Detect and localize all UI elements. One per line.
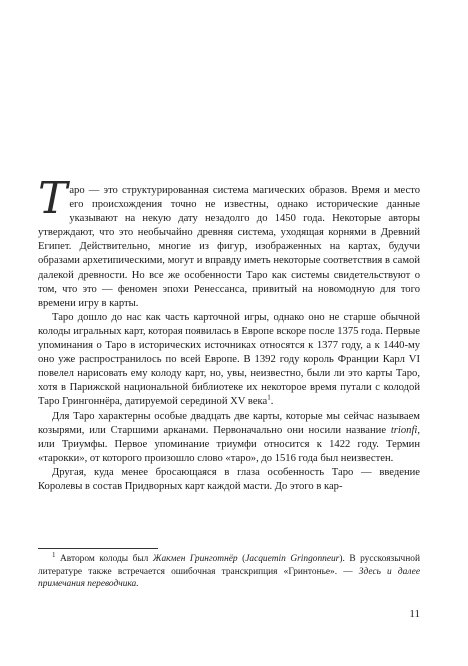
- page-number: 11: [409, 608, 420, 620]
- paragraph-3-text-a: Для Таро характерны особые двадцать две карты, которые мы сейчас называем козырями, или Старшими арканами. Первоначально они носили название: [38, 410, 420, 436]
- body-text: [38, 173, 420, 494]
- paragraph-3: [38, 410, 420, 466]
- drop-cap: Т: [38, 173, 67, 224]
- footnote-text-c: ). В русскоязычной литературе также встречается ошибочная транскрипция «Гринтонье». —: [38, 554, 420, 577]
- paragraph-2-text: Таро дошло до нас как часть карточной игры, однако оно не старше обычной колоды игральных карт, которая появилась в Европе вскоре после 1375 года. Первые упоминания о Таро в исторических источниках относятся к 1377 году, а к 1440-му оно уже распространилось по всей Европе. В 1392 году король Франции Карл VI повелел нарисовать ему колоду карт, но, увы, неизвестно, были ли это карты Таро, хотя в Парижской национальной библиотеке их некоторое время путали с колодой Таро Грингоннёра, датируемой серединой XV века: [38, 311, 420, 408]
- paragraph-1-text: аро — это структурированная система магических образов. Время и место его происхождения точно не известны, однако исторические данные указывают на некую дату незадолго до 1450 года. Некоторые авторы утверждают, что это необычайно древняя система, уходящая корнями в Древний Египет. Действительно, многие из фигур, изображенных на картах, будучи образами архетипическими, могут и вправду иметь некоторые соответствия в самой далекой древности. Но все же особенности Таро как системы свидетельствуют о том, что это — феномен эпохи Ренессанса, привитый на новомодную для того времени игру в карты.: [38, 185, 420, 309]
- footnote-mark: 1: [52, 550, 56, 559]
- footnote-rule: [38, 548, 158, 549]
- footnote-ref: 1: [267, 393, 271, 402]
- footnote: [38, 550, 420, 591]
- footnote-text-b: (: [237, 554, 246, 564]
- footnote-name-ru: Жакмен Гринготнёр: [152, 554, 238, 564]
- footnote-name-fr: Jacquemin Gringonneur: [245, 554, 340, 564]
- paragraph-4-text: Другая, куда менее бросающаяся в глаза особенность Таро — введение Королевы в состав Придворных карт каждой масти. До этого в кар-: [38, 466, 420, 492]
- paragraph-2: [38, 311, 420, 410]
- footnote-translator-note: Здесь и далее примечания переводчика.: [38, 566, 420, 590]
- paragraph-3-text-b: , или Триумфы. Первое упоминание триумфи относится к 1422 году. Термин «тарокки», от которого произошло слово «таро», до 1516 года был неизвестен.: [38, 424, 420, 464]
- footnote-text-a: Автором колоды был: [55, 554, 153, 564]
- paragraph-1: [38, 173, 420, 311]
- paragraph-3-italic: trionfi: [390, 424, 418, 436]
- paragraph-2-end: .: [270, 396, 274, 408]
- paragraph-4: [38, 466, 420, 494]
